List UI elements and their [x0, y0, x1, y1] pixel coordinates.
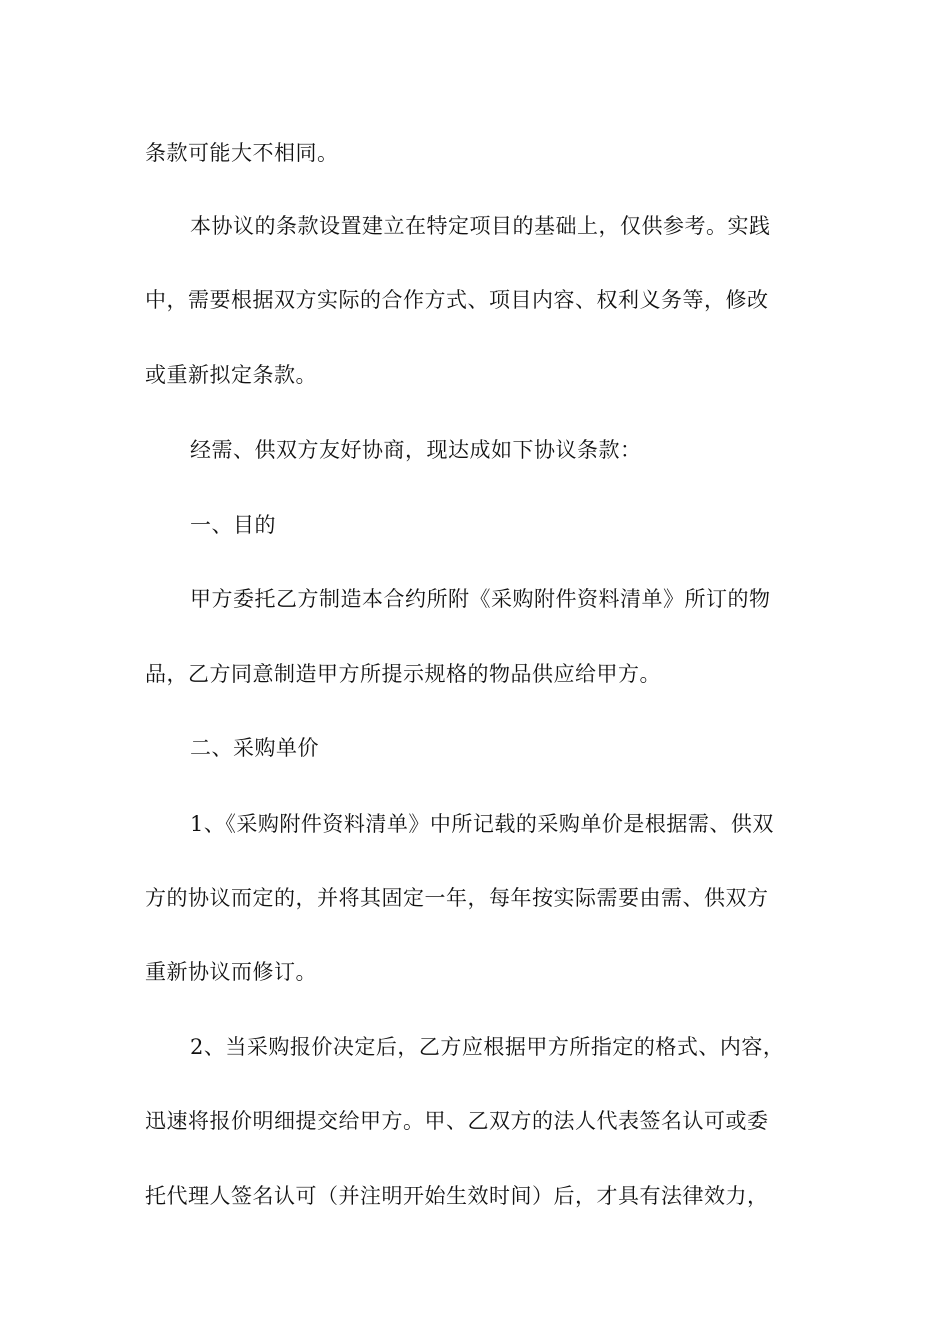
text-line: 中，需要根据双方实际的合作方式、项目内容、权利义务等，修改: [145, 288, 769, 312]
text-line: 经需、供双方友好协商，现达成如下协议条款：: [190, 438, 642, 462]
text-line: 甲方委托乙方制造本合约所附《采购附件资料清单》所订的物: [190, 587, 771, 611]
text-line: 重新协议而修订。: [145, 960, 317, 984]
text-line: 条款可能大不相同。: [145, 141, 339, 165]
text-line: 方的协议而定的，并将其固定一年，每年按实际需要由需、供双方: [145, 886, 769, 910]
text-line: 品，乙方同意制造甲方所提示规格的物品供应给甲方。: [145, 662, 661, 686]
text-line: 本协议的条款设置建立在特定项目的基础上，仅供参考。实践: [190, 214, 771, 238]
text-line: 1、《采购附件资料清单》中所记载的采购单价是根据需、供双: [190, 812, 774, 836]
section-heading: 一、目的: [190, 513, 276, 537]
text-line: 托代理人签名认可（并注明开始生效时间）后，才具有法律效力，: [145, 1184, 769, 1208]
text-line: 迅速将报价明细提交给甲方。甲、乙双方的法人代表签名认可或委: [145, 1109, 769, 1133]
text-line: 2、当采购报价决定后，乙方应根据甲方所指定的格式、内容，: [190, 1035, 785, 1059]
section-heading: 二、采购单价: [190, 736, 319, 760]
text-line: 或重新拟定条款。: [145, 363, 317, 387]
